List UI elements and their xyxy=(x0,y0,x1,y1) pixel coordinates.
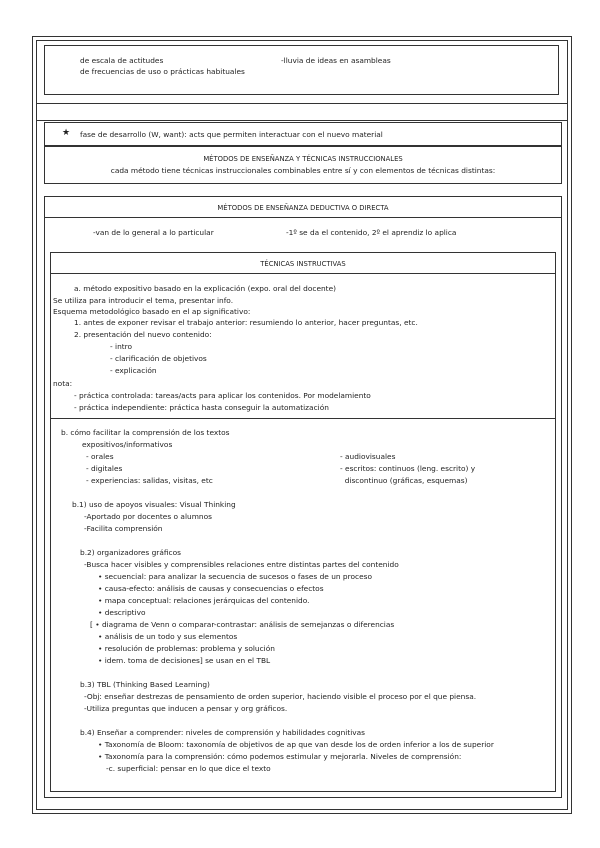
b2-item-8: • idem. toma de decisiones] se usan en el TBL xyxy=(98,656,271,665)
a-line-8: - explicación xyxy=(110,366,157,375)
b-heading: b. cómo facilitar la comprensión de los textos xyxy=(61,428,230,437)
development-phase-text: fase de desarrollo (W, want): acts que permiten interactuar con el nuevo material xyxy=(80,130,383,139)
b2-item-1: • secuencial: para analizar la secuencia de sucesos o fases de un proceso xyxy=(98,572,372,581)
methods-title: MÉTODOS DE ENSEÑANZA Y TÉCNICAS INSTRUCCIONALES xyxy=(203,155,403,163)
b-left-3: - experiencias: salidas, visitas, etc xyxy=(86,476,213,485)
b-left-2: - digitales xyxy=(86,464,123,473)
a-line-9: nota: xyxy=(53,379,73,388)
b4-line-2: • Taxonomía para la comprensión: cómo podemos estimular y mejorarla. Niveles de comprensión: xyxy=(98,752,462,761)
a-line-11: - práctica independiente: práctica hasta conseguir la automatización xyxy=(74,403,329,412)
a-line-10: - práctica controlada: tareas/acts para aplicar los contenidos. Por modelamiento xyxy=(74,391,371,400)
b1-line-2: -Facilita comprensión xyxy=(84,524,163,533)
b2-intro: -Busca hacer visibles y comprensibles relaciones entre distintas partes del contenido xyxy=(84,560,399,569)
b-right-2: - escritos: continuos (leng. escrito) y xyxy=(340,464,476,473)
top-left-line-1: de escala de actitudes xyxy=(80,56,164,65)
a-line-2: Se utiliza para introducir el tema, presentar info. xyxy=(53,296,234,305)
deductive-title: MÉTODOS DE ENSEÑANZA DEDUCTIVA O DIRECTA xyxy=(217,204,389,212)
deductive-left: -van de lo general a lo particular xyxy=(93,228,214,237)
methods-subtitle: cada método tiene técnicas instruccionales combinables entre sí y con elementos de técnicas distintas: xyxy=(110,166,496,175)
b2-item-5: [ • diagrama de Venn o comparar-contrastar: análisis de semejanzas o diferencias xyxy=(90,620,395,629)
b4-line-3: -c. superficial: pensar en lo que dice el texto xyxy=(106,764,271,773)
techniques-title: TÉCNICAS INSTRUCTIVAS xyxy=(260,260,346,268)
b-right-3: discontinuo (gráficas, esquemas) xyxy=(340,476,468,485)
a-line-3: Esquema metodológico basado en el ap significativo: xyxy=(53,307,251,316)
b2-item-3: • mapa conceptual: relaciones jerárquicas del contenido. xyxy=(98,596,310,605)
b1-line-1: -Aportado por docentes o alumnos xyxy=(84,512,212,521)
b-left-1: - orales xyxy=(86,452,114,461)
b3-line-1: -Obj: enseñar destrezas de pensamiento de orden superior, haciendo visible el proceso por el que piensa. xyxy=(84,692,477,701)
b4-line-1: • Taxonomía de Bloom: taxonomía de objetivos de ap que van desde los de orden inferior a los de superior xyxy=(98,740,494,749)
top-left-line-2: de frecuencias de uso o prácticas habituales xyxy=(80,67,245,76)
b4-title: b.4) Enseñar a comprender: niveles de comprensión y habilidades cognitivas xyxy=(80,728,366,737)
deductive-right: -1º se da el contenido, 2º el aprendiz lo aplica xyxy=(286,228,457,237)
b2-item-6: • análisis de un todo y sus elementos xyxy=(98,632,238,641)
b1-title: b.1) uso de apoyos visuales: Visual Thinking xyxy=(72,500,236,509)
a-line-6: - intro xyxy=(110,342,133,351)
section-divider xyxy=(50,418,556,419)
b-subheading: expositivos/informativos xyxy=(82,440,173,449)
a-line-1: a. método expositivo basado en la explicación (expo. oral del docente) xyxy=(74,284,337,293)
separator-band xyxy=(36,103,568,121)
methods-header-box xyxy=(44,146,562,184)
b2-item-2: • causa-efecto: análisis de causas y consecuencias o efectos xyxy=(98,584,324,593)
b2-item-4: • descriptivo xyxy=(98,608,146,617)
b2-item-7: • resolución de problemas: problema y solución xyxy=(98,644,275,653)
star-icon: ★ xyxy=(62,128,71,138)
a-line-4: 1. antes de exponer revisar el trabajo anterior: resumiendo lo anterior, hacer preguntas, etc. xyxy=(74,318,418,327)
b2-title: b.2) organizadores gráficos xyxy=(80,548,181,557)
a-line-5: 2. presentación del nuevo contenido: xyxy=(74,330,212,339)
a-line-7: - clarificación de objetivos xyxy=(110,354,207,363)
b3-title: b.3) TBL (Thinking Based Learning) xyxy=(80,680,210,689)
b3-line-2: -Utiliza preguntas que inducen a pensar y org gráficos. xyxy=(84,704,288,713)
b-right-1: - audiovisuales xyxy=(340,452,396,461)
top-right-line: -lluvia de ideas en asambleas xyxy=(281,56,391,65)
